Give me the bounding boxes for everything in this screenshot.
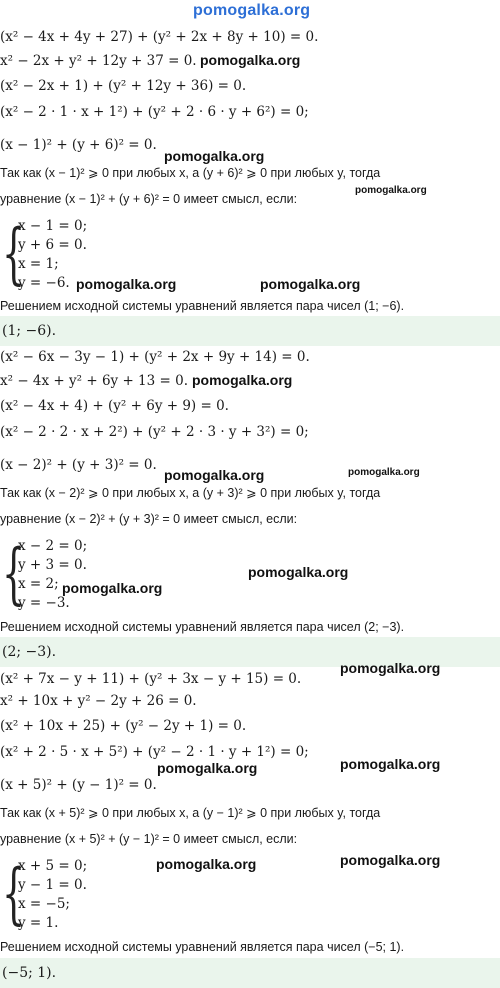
watermark: pomogalka.org [248, 564, 349, 580]
watermark: pomogalka.org [157, 760, 258, 776]
system-2 [18, 537, 87, 613]
system-2-row: x − 2 = 0; [18, 538, 88, 554]
equation-1-4: (x² − 2 · 1 · x + 1²) + (y² + 2 · 6 · y + 6²) = 0; [0, 104, 309, 120]
system-brace-1: { [2, 215, 26, 292]
equation-2-1: (x² − 6x − 3y − 1) + (y² + 2x + 9y + 14) = 0. [0, 349, 310, 365]
system-3-row: x = −5; [18, 896, 70, 912]
equation-1-1: (x² − 4x + 4y + 27) + (y² + 2x + 8y + 10) = 0. [0, 29, 319, 45]
system-2-row: x = 2; [18, 576, 59, 592]
equation-2-3: (x² − 4x + 4) + (y² + 6y + 9) = 0. [0, 398, 229, 414]
watermark: pomogalka.org [76, 276, 177, 292]
watermark: pomogalka.org [348, 467, 420, 478]
watermark: pomogalka.org [164, 148, 265, 164]
watermark: pomogalka.org [340, 660, 441, 676]
answer-3: (−5; 1). [0, 958, 500, 988]
watermark: pomogalka.org [62, 580, 163, 596]
conclusion-2: Решением исходной системы уравнений является пара чисел (2; −3). [0, 620, 405, 634]
equation-2-4: (x² − 2 · 2 · x + 2²) + (y² + 2 · 3 · y + 3²) = 0; [0, 424, 309, 440]
equation-2-5: (x − 2)² + (y + 3)² = 0. [0, 457, 157, 473]
equation-3-4: (x² + 2 · 5 · x + 5²) + (y² − 2 · 1 · y + 1²) = 0; [0, 744, 309, 760]
equation-3-3: (x² + 10x + 25) + (y² − 2y + 1) = 0. [0, 718, 247, 734]
system-1-row: y = −6. [18, 275, 70, 291]
watermark: pomogalka.org [156, 856, 257, 872]
system-brace-2: { [2, 535, 26, 612]
equation-3-5: (x + 5)² + (y − 1)² = 0. [0, 777, 157, 793]
explanation-2-line-2: уравнение (x − 2)² + (y + 3)² = 0 имеет смысл, если: [0, 512, 298, 526]
watermark: pomogalka.org [340, 756, 441, 772]
watermark: pomogalka.org [164, 467, 265, 483]
system-3-row: y = 1. [18, 915, 59, 931]
system-brace-3: { [2, 855, 26, 932]
system-2-row: y + 3 = 0. [18, 557, 87, 573]
equation-2-2: x² − 4x + y² + 6y + 13 = 0. [0, 373, 189, 389]
equation-1-2: x² − 2x + y² + 12y + 37 = 0. [0, 53, 197, 69]
equation-3-1: (x² + 7x − y + 11) + (y² + 3x − y + 15) = 0. [0, 671, 302, 687]
watermark: pomogalka.org [355, 185, 427, 196]
system-3-row: y − 1 = 0. [18, 877, 87, 893]
system-2-row: y = −3. [18, 595, 70, 611]
watermark: pomogalka.org [260, 276, 361, 292]
system-3 [18, 857, 87, 933]
system-1-row: y + 6 = 0. [18, 237, 87, 253]
equation-1-5: (x − 1)² + (y + 6)² = 0. [0, 137, 157, 153]
system-1-row: x = 1; [18, 256, 59, 272]
equation-1-3: (x² − 2x + 1) + (y² + 12y + 36) = 0. [0, 78, 247, 94]
watermark: pomogalka.org [200, 52, 301, 68]
answer-1: (1; −6). [0, 316, 500, 346]
watermark: pomogalka.org [192, 372, 293, 388]
explanation-3-line-1: Так как (x + 5)² ⩾ 0 при любых x, а (y − 1)² ⩾ 0 при любых y, тогда [0, 806, 381, 820]
explanation-1-line-2: уравнение (x − 1)² + (y + 6)² = 0 имеет смысл, если: [0, 192, 298, 206]
watermark-top: pomogalka.org [193, 2, 311, 19]
watermark: pomogalka.org [340, 852, 441, 868]
explanation-1-line-1: Так как (x − 1)² ⩾ 0 при любых x, а (y + 6)² ⩾ 0 при любых y, тогда [0, 166, 381, 180]
explanation-2-line-1: Так как (x − 2)² ⩾ 0 при любых x, а (y + 3)² ⩾ 0 при любых y, тогда [0, 486, 381, 500]
conclusion-3: Решением исходной системы уравнений является пара чисел (−5; 1). [0, 940, 405, 954]
equation-3-2: x² + 10x + y² − 2y + 26 = 0. [0, 693, 197, 709]
system-1-row: x − 1 = 0; [18, 218, 88, 234]
system-3-row: x + 5 = 0; [18, 858, 88, 874]
conclusion-1: Решением исходной системы уравнений является пара чисел (1; −6). [0, 299, 405, 313]
explanation-3-line-2: уравнение (x + 5)² + (y − 1)² = 0 имеет смысл, если: [0, 832, 298, 846]
answer-2: (2; −3). [0, 637, 500, 667]
